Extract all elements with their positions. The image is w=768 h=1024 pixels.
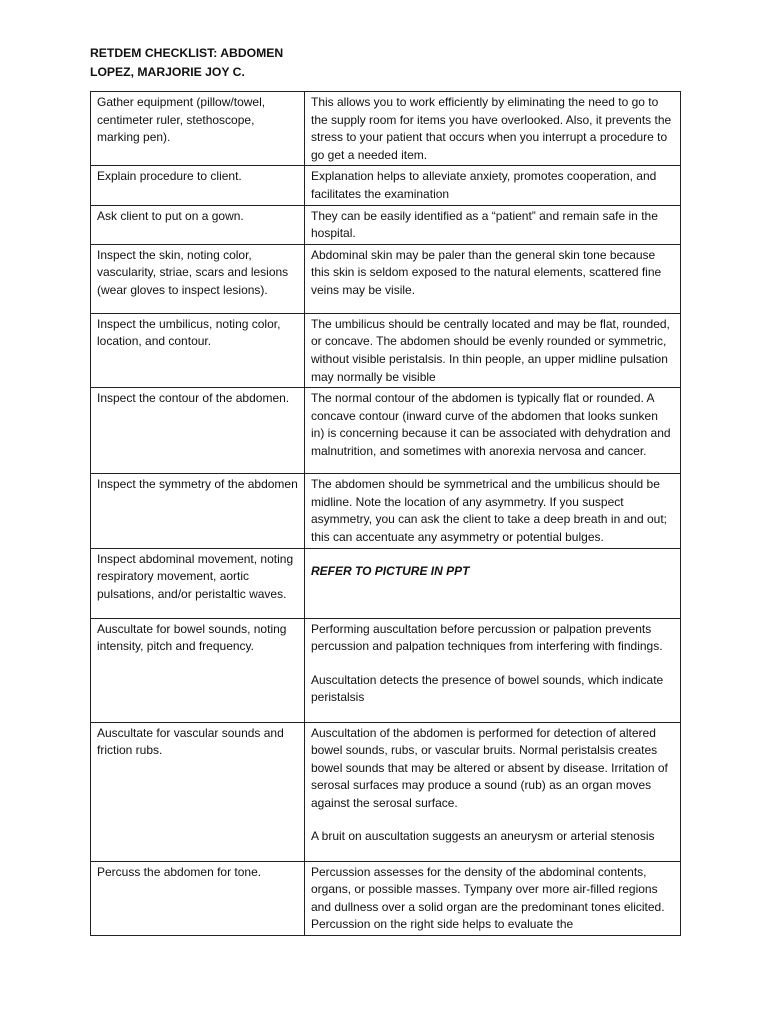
table-row bbox=[91, 166, 681, 205]
table-row bbox=[91, 244, 681, 313]
table-row bbox=[91, 861, 681, 935]
step-cell: Explain procedure to client. bbox=[91, 166, 305, 205]
rationale-cell bbox=[305, 722, 681, 861]
rationale-cell bbox=[305, 388, 681, 474]
table-row bbox=[91, 618, 681, 722]
table-row bbox=[91, 92, 681, 166]
rationale-cell bbox=[305, 861, 681, 935]
document-title: RETDEM CHECKLIST: ABDOMEN bbox=[90, 46, 284, 60]
step-cell: Inspect abdominal movement, noting respiratory movement, aortic pulsations, and/or peristaltic waves. bbox=[91, 548, 305, 618]
step-cell: Inspect the umbilicus, noting color, location, and contour. bbox=[91, 313, 305, 387]
rationale-cell bbox=[305, 205, 681, 244]
step-cell: Inspect the skin, noting color, vascularity, striae, scars and lesions (wear gloves to inspect lesions). bbox=[91, 244, 305, 313]
rationale-text: A bruit on auscultation suggests an aneurysm or arterial stenosis bbox=[311, 829, 655, 844]
rationale-cell bbox=[305, 474, 681, 548]
rationale-text: They can be easily identified as a “patient” and remain safe in the hospital. bbox=[311, 208, 658, 241]
rationale-cell bbox=[305, 92, 681, 166]
document-author: LOPEZ, MARJORIE JOY C. bbox=[90, 65, 245, 79]
rationale-cell bbox=[305, 548, 681, 618]
step-cell: Inspect the contour of the abdomen. bbox=[91, 388, 305, 474]
step-cell: Gather equipment (pillow/towel, centimeter ruler, stethoscope, marking pen). bbox=[91, 92, 305, 166]
table-row bbox=[91, 205, 681, 244]
step-cell: Percuss the abdomen for tone. bbox=[91, 861, 305, 935]
step-cell: Inspect the symmetry of the abdomen bbox=[91, 474, 305, 548]
rationale-text: This allows you to work efficiently by eliminating the need to go to the supply room for items you have overlooked. Also, it prevents the stress to your patient that occurs when you interrupt a procedure to go get a needed item. bbox=[311, 95, 672, 162]
rationale-cell bbox=[305, 618, 681, 722]
rationale-text: Auscultation detects the presence of bowel sounds, which indicate peristalsis bbox=[311, 672, 664, 705]
rationale-text: The normal contour of the abdomen is typically flat or rounded. A concave contour (inward curve of the abdomen that looks sunken in) is concerning because it can be associated with dehydration and malnutrition, and sometimes with anorexia nervosa and cancer. bbox=[311, 391, 671, 458]
rationale-text: Auscultation of the abdomen is performed for detection of altered bowel sounds, rubs, or vascular bruits. Normal peristalsis creates bowel sounds that may be altered or absent by disease. Irritation of serosal surfaces may produce a sound (rub) as an organ moves against the serosal surface. bbox=[311, 725, 668, 810]
table-row bbox=[91, 313, 681, 387]
rationale-text: The umbilicus should be centrally located and may be flat, rounded, or concave. The abdomen should be evenly rounded or symmetric, without visible peristalsis. In thin people, an upper midline pulsation may normally be visible bbox=[311, 316, 670, 384]
rationale-cell bbox=[305, 244, 681, 313]
checklist-table bbox=[90, 91, 681, 936]
rationale-cell bbox=[305, 166, 681, 205]
rationale-text: The abdomen should be symmetrical and the umbilicus should be midline. Note the location of any asymmetry. If you suspect asymmetry, you can ask the client to take a deep breath in and out; this can accentuate any asymmetry or potential bulges. bbox=[311, 477, 667, 544]
rationale-text: Percussion assesses for the density of the abdominal contents, organs, or possible masses. Tympany over more air-filled regions and dullness over a solid organ are the predominant tones elicited. Percussion on the right side helps to evaluate the bbox=[311, 864, 665, 932]
rationale-text: Explanation helps to alleviate anxiety, promotes cooperation, and facilitates the examination bbox=[311, 169, 657, 201]
rationale-cell bbox=[305, 313, 681, 387]
table-row bbox=[91, 388, 681, 474]
step-cell: Ask client to put on a gown. bbox=[91, 205, 305, 244]
ppt-note: REFER TO PICTURE IN PPT bbox=[311, 563, 470, 578]
table-row bbox=[91, 474, 681, 548]
step-cell: Auscultate for bowel sounds, noting intensity, pitch and frequency. bbox=[91, 618, 305, 722]
document-header bbox=[90, 44, 690, 82]
table-row bbox=[91, 722, 681, 861]
step-cell: Auscultate for vascular sounds and friction rubs. bbox=[91, 722, 305, 861]
table-row bbox=[91, 548, 681, 618]
rationale-text: Abdominal skin may be paler than the general skin tone because this skin is seldom exposed to the natural elements, scattered fine veins may be visile. bbox=[311, 247, 662, 297]
rationale-text: Performing auscultation before percussion or palpation prevents percussion and palpation techniques from interfering with findings. bbox=[311, 621, 663, 654]
